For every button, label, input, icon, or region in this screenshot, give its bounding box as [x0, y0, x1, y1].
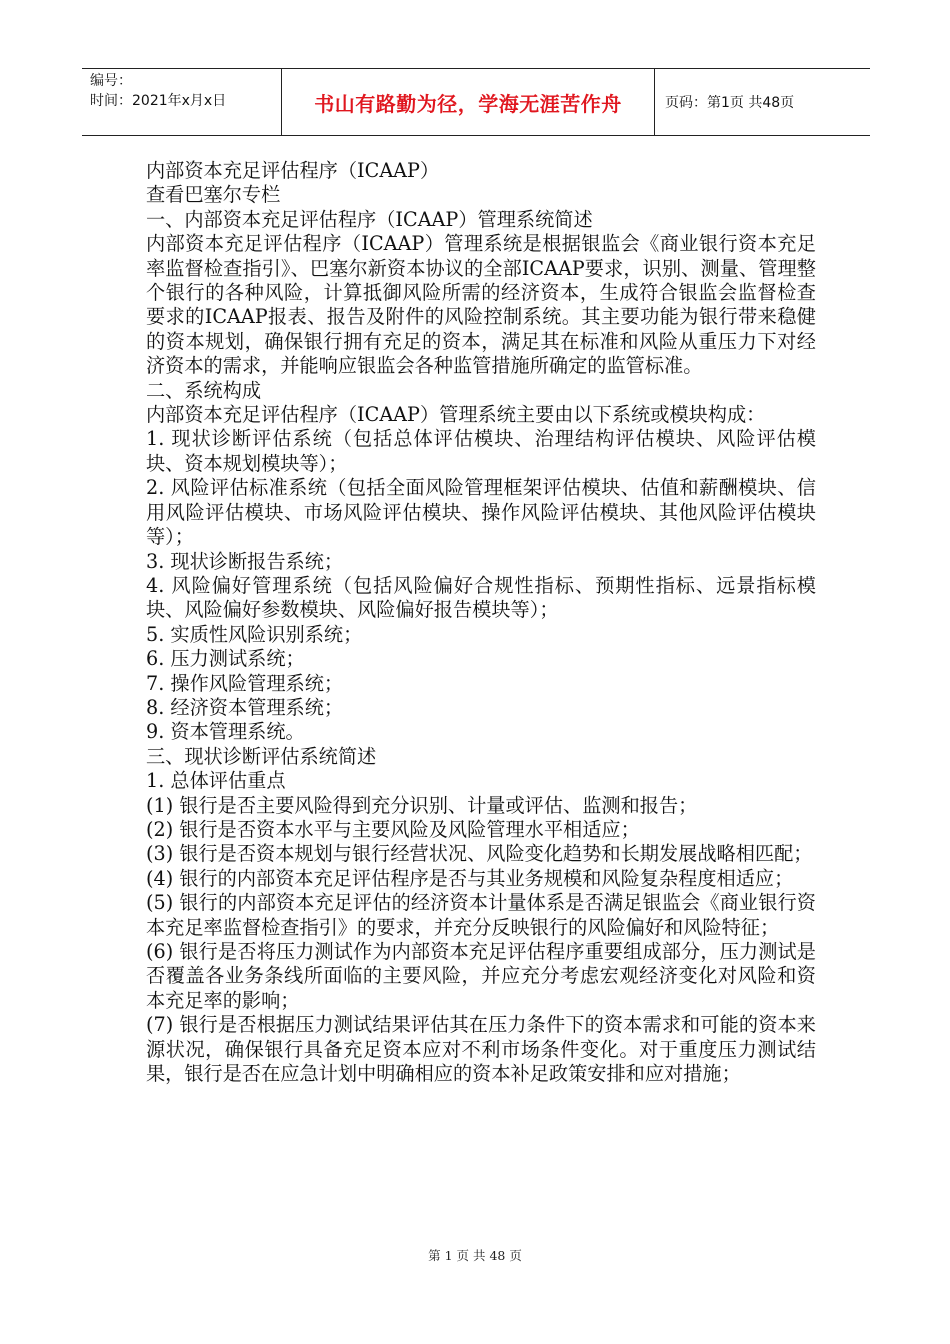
paragraph: 内部资本充足评估程序（ICAAP）管理系统主要由以下系统或模块构成：	[146, 403, 766, 427]
list-item: 1. 现状诊断评估系统（包括总体评估模块、治理结构评估模块、风险评估模块、资本规划模块等）；	[146, 427, 816, 475]
list-item: 5. 实质性风险识别系统；	[146, 622, 363, 646]
header-page-info-cell	[655, 69, 870, 135]
document-body	[146, 159, 816, 1086]
doc-date: 时间：2021年x月x日	[90, 93, 227, 109]
list-item: (3) 银行是否资本规划与银行经营状况、风险变化趋势和长期发展战略相匹配；	[146, 842, 813, 866]
list-item: 3. 现状诊断报告系统；	[146, 549, 344, 573]
header-meta	[82, 69, 282, 135]
section-heading-3: 三、现状诊断评估系统简述	[146, 744, 377, 768]
list-item: 8. 经济资本管理系统；	[146, 695, 344, 719]
list-item: (1) 银行是否主要风险得到充分识别、计量或评估、监测和报告；	[146, 793, 698, 817]
subsection-heading: 1. 总体评估重点	[146, 769, 286, 793]
section-heading-2: 二、系统构成	[146, 378, 262, 402]
list-item: (4) 银行的内部资本充足评估程序是否与其业务规模和风险复杂程度相适应；	[146, 866, 794, 890]
list-item: 2. 风险评估标准系统（包括全面风险管理框架评估模块、估值和薪酬模块、信用风险评估模块、市场风险评估模块、操作风险评估模块、其他风险评估模块等）；	[146, 476, 816, 549]
doc-title: 内部资本充足评估程序（ICAAP）	[146, 159, 440, 182]
list-item: (6) 银行是否将压力测试作为内部资本充足评估程序重要组成部分，压力测试是否覆盖各业务条线所面临的主要风险，并应充分考虑宏观经济变化对风险和资本充足率的影响；	[146, 940, 816, 1012]
list-item: (5) 银行的内部资本充足评估的经济资本计量体系是否满足银监会《商业银行资本充足率监督检查指引》的要求，并充分反映银行的风险偏好和风险特征；	[146, 891, 816, 939]
list-item: 9. 资本管理系统。	[146, 720, 305, 744]
list-item: 7. 操作风险管理系统；	[146, 671, 344, 695]
header-motto: 书山有路勤为径，学海无涯苦作舟	[314, 91, 622, 116]
section-heading-1: 一、内部资本充足评估程序（ICAAP）管理系统简述	[146, 207, 593, 231]
list-item: 6. 压力测试系统；	[146, 647, 305, 671]
header-page-info: 页码：第1页 共48页	[665, 95, 795, 111]
paragraph: 内部资本充足评估程序（ICAAP）管理系统是根据银监会《商业银行资本充足率监督检查指引》、巴塞尔新资本协议的全部ICAAP要求，识别、测量、管理整个银行的各种风险，计算抵御风险所需的经济资本，生成符合银监会监督检查要求的ICAAP报表、报告及附件的风险控制系统。其主要功能为银行带来稳健的资本规划，确保银行拥有充足的资本，满足其在标准和风险从重压力下对经济资本的需求，并能响应银监会各种监管措施所确定的监管标准。	[146, 232, 816, 378]
list-item: 4. 风险偏好管理系统（包括风险偏好合规性指标、预期性指标、远景指标模块、风险偏好参数模块、风险偏好报告模块等）；	[146, 573, 816, 622]
doc-number: 编号：	[90, 73, 132, 89]
list-item: (2) 银行是否资本水平与主要风险及风险管理水平相适应；	[146, 817, 640, 841]
header-motto-cell	[282, 69, 655, 135]
page-footer: 第 1 页 共 48 页	[428, 1248, 522, 1263]
list-item: (7) 银行是否根据压力测试结果评估其在压力条件下的资本需求和可能的资本来源状况，确保银行具备充足资本应对不利市场条件变化。对于重度压力测试结果，银行是否在应急计划中明确相应的资本补足政策安排和应对措施；	[146, 1013, 816, 1086]
page-header	[82, 68, 870, 136]
column-link-text: 查看巴塞尔专栏	[146, 183, 281, 207]
